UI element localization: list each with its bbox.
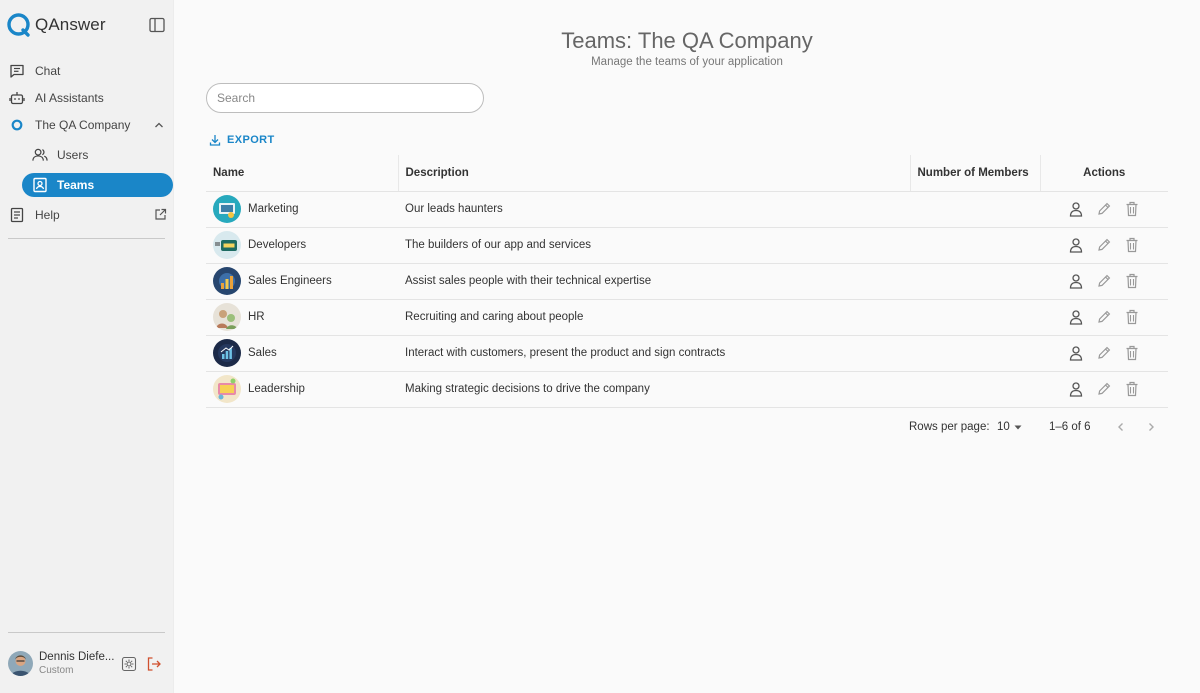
sidebar-item-teams[interactable] bbox=[22, 173, 173, 197]
sidebar-item-label: AI Assistants bbox=[35, 91, 104, 105]
team-avatar bbox=[213, 267, 241, 295]
org-logo-icon bbox=[9, 117, 25, 133]
table-row[interactable] bbox=[206, 191, 1168, 227]
edit-icon[interactable] bbox=[1096, 201, 1112, 217]
sidebar bbox=[0, 0, 174, 693]
team-name: Sales bbox=[248, 347, 277, 359]
team-badge-icon bbox=[32, 177, 48, 193]
sidebar-item-label: Users bbox=[57, 148, 89, 162]
table-row[interactable] bbox=[206, 371, 1168, 407]
team-avatar bbox=[213, 195, 241, 223]
teams-table bbox=[206, 155, 1168, 408]
pagination-range: 1–6 of 6 bbox=[1049, 421, 1091, 433]
table-row[interactable] bbox=[206, 263, 1168, 299]
members-icon[interactable] bbox=[1068, 237, 1084, 253]
team-description: Interact with customers, present the product and sign contracts bbox=[398, 335, 910, 371]
sidebar-item-users[interactable] bbox=[22, 143, 173, 167]
avatar[interactable] bbox=[8, 651, 33, 676]
table-row[interactable] bbox=[206, 335, 1168, 371]
column-header-description[interactable]: Description bbox=[398, 155, 910, 191]
team-members bbox=[910, 299, 1040, 335]
delete-icon[interactable] bbox=[1124, 273, 1140, 289]
team-avatar bbox=[213, 339, 241, 367]
prev-page-button[interactable] bbox=[1115, 418, 1127, 436]
team-members bbox=[910, 335, 1040, 371]
chevron-left-icon bbox=[1115, 421, 1127, 433]
sidebar-item-chat[interactable] bbox=[0, 59, 174, 83]
brand[interactable] bbox=[6, 10, 106, 40]
rows-per-page-label: Rows per page: bbox=[909, 421, 990, 433]
sidebar-item-label: Teams bbox=[57, 178, 95, 192]
sidebar-item-label: Chat bbox=[35, 64, 61, 78]
users-icon bbox=[32, 147, 48, 163]
team-members bbox=[910, 191, 1040, 227]
user-profile bbox=[8, 650, 168, 678]
sidebar-item-ai-assistants[interactable] bbox=[0, 86, 174, 110]
sidebar-item-help[interactable] bbox=[0, 203, 174, 227]
team-description: Making strategic decisions to drive the company bbox=[398, 371, 910, 407]
column-header-members[interactable]: Number of Members bbox=[910, 155, 1040, 191]
document-icon bbox=[9, 207, 25, 223]
rows-per-page-value: 10 bbox=[997, 421, 1010, 433]
team-name: Marketing bbox=[248, 203, 299, 215]
table-row[interactable] bbox=[206, 299, 1168, 335]
app-name: QAnswer bbox=[35, 15, 106, 34]
team-description: The builders of our app and services bbox=[398, 227, 910, 263]
delete-icon[interactable] bbox=[1124, 381, 1140, 397]
next-page-button[interactable] bbox=[1145, 418, 1157, 436]
team-avatar bbox=[213, 375, 241, 403]
delete-icon[interactable] bbox=[1124, 201, 1140, 217]
sidebar-divider bbox=[8, 238, 165, 239]
edit-icon[interactable] bbox=[1096, 237, 1112, 253]
logout-icon[interactable] bbox=[146, 656, 162, 672]
delete-icon[interactable] bbox=[1124, 309, 1140, 325]
external-link-icon[interactable] bbox=[154, 208, 167, 221]
rows-per-page-select[interactable] bbox=[997, 418, 1023, 436]
robot-icon bbox=[9, 90, 25, 106]
team-description: Recruiting and caring about people bbox=[398, 299, 910, 335]
search-input[interactable] bbox=[206, 83, 484, 113]
team-name: Developers bbox=[248, 239, 307, 251]
sidebar-toggle-icon[interactable] bbox=[148, 16, 166, 34]
team-name: Sales Engineers bbox=[248, 275, 332, 287]
members-icon[interactable] bbox=[1068, 201, 1084, 217]
table-row[interactable] bbox=[206, 227, 1168, 263]
user-role: Custom bbox=[39, 665, 74, 676]
edit-icon[interactable] bbox=[1096, 381, 1112, 397]
user-name: Dennis Diefe... bbox=[39, 651, 115, 663]
team-description: Our leads haunters bbox=[398, 191, 910, 227]
team-members bbox=[910, 227, 1040, 263]
members-icon[interactable] bbox=[1068, 273, 1084, 289]
export-button[interactable] bbox=[209, 132, 275, 148]
export-label: EXPORT bbox=[227, 134, 275, 146]
chevron-right-icon bbox=[1145, 421, 1157, 433]
team-name: HR bbox=[248, 311, 265, 323]
table-header-row bbox=[206, 155, 1168, 191]
chevron-up-icon[interactable] bbox=[153, 119, 165, 131]
edit-icon[interactable] bbox=[1096, 309, 1112, 325]
team-name: Leadership bbox=[248, 383, 305, 395]
edit-icon[interactable] bbox=[1096, 345, 1112, 361]
team-avatar bbox=[213, 231, 241, 259]
delete-icon[interactable] bbox=[1124, 345, 1140, 361]
page-subtitle: Manage the teams of your application bbox=[591, 56, 783, 68]
column-header-actions: Actions bbox=[1040, 155, 1168, 191]
edit-icon[interactable] bbox=[1096, 273, 1112, 289]
delete-icon[interactable] bbox=[1124, 237, 1140, 253]
sidebar-item-the-qa-company[interactable] bbox=[0, 113, 174, 137]
caret-down-icon bbox=[1013, 422, 1023, 432]
team-members bbox=[910, 371, 1040, 407]
column-header-name[interactable]: Name bbox=[206, 155, 398, 191]
sidebar-item-label: The QA Company bbox=[35, 118, 131, 132]
sidebar-divider bbox=[8, 632, 165, 633]
team-avatar bbox=[213, 303, 241, 331]
sidebar-item-label: Help bbox=[35, 208, 60, 222]
download-icon bbox=[209, 134, 221, 146]
settings-icon[interactable] bbox=[121, 656, 137, 672]
members-icon[interactable] bbox=[1068, 381, 1084, 397]
members-icon[interactable] bbox=[1068, 345, 1084, 361]
qanswer-logo-icon bbox=[6, 12, 32, 38]
members-icon[interactable] bbox=[1068, 309, 1084, 325]
team-description: Assist sales people with their technical expertise bbox=[398, 263, 910, 299]
team-members bbox=[910, 263, 1040, 299]
page-title: Teams: The QA Company bbox=[561, 28, 813, 53]
chat-icon bbox=[9, 63, 25, 79]
